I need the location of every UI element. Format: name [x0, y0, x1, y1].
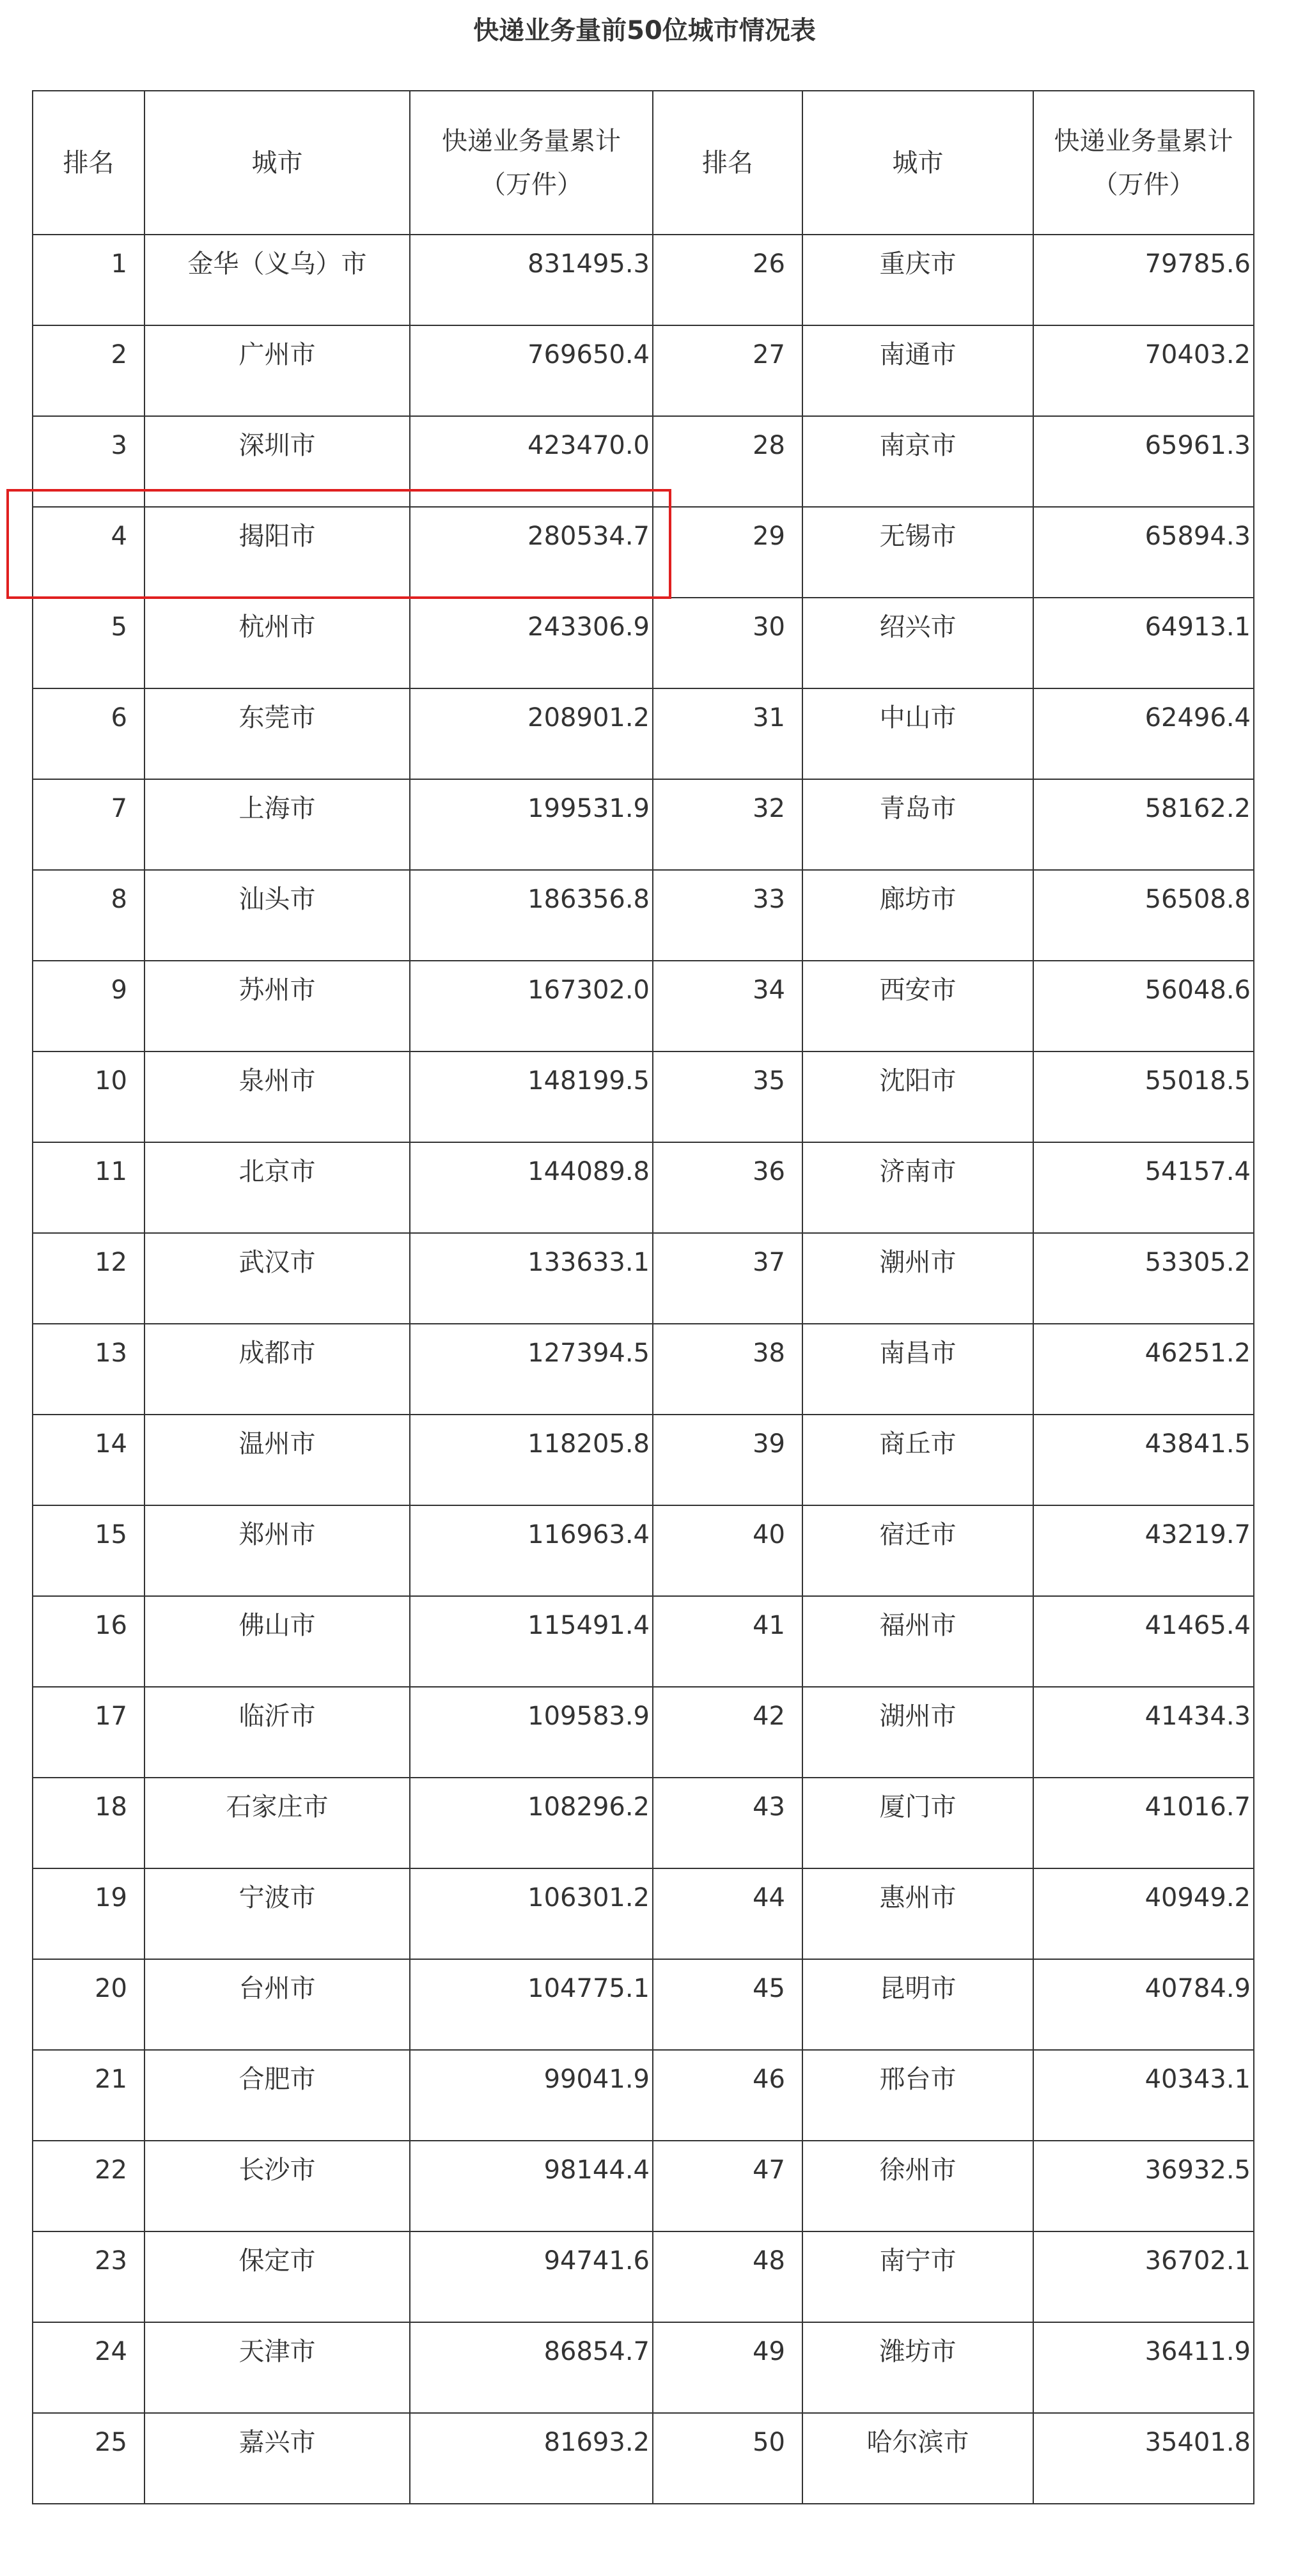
left-volume-cell: 133633.1: [410, 1233, 653, 1324]
table-row: [33, 1233, 1254, 1324]
table-row: [33, 1051, 1254, 1142]
table-row: [33, 1505, 1254, 1596]
left-rank-cell: 16: [33, 1596, 145, 1687]
right-volume-cell: 53305.2: [1033, 1233, 1254, 1324]
right-city-cell: 绍兴市: [802, 598, 1033, 688]
right-volume-cell: 56508.8: [1033, 870, 1254, 961]
right-volume-cell: 43219.7: [1033, 1505, 1254, 1596]
left-city-cell: 宁波市: [145, 1868, 410, 1959]
left-city-cell: 杭州市: [145, 598, 410, 688]
left-volume-cell: 118205.8: [410, 1415, 653, 1505]
right-city-cell: 南昌市: [802, 1324, 1033, 1415]
right-city-cell: 沈阳市: [802, 1051, 1033, 1142]
left-city-cell: 揭阳市: [145, 507, 410, 598]
right-volume-cell: 41016.7: [1033, 1778, 1254, 1868]
left-rank-cell: 14: [33, 1415, 145, 1505]
left-rank-cell: 4: [33, 507, 145, 598]
right-rank-cell: 45: [653, 1959, 802, 2050]
right-city-cell: 邢台市: [802, 2050, 1033, 2141]
left-city-cell: 武汉市: [145, 1233, 410, 1324]
left-city-cell: 台州市: [145, 1959, 410, 2050]
right-city-cell: 西安市: [802, 961, 1033, 1051]
left-volume-cell: 167302.0: [410, 961, 653, 1051]
right-city-cell: 重庆市: [802, 235, 1033, 325]
right-volume-cell: 79785.6: [1033, 235, 1254, 325]
right-city-cell: 福州市: [802, 1596, 1033, 1687]
left-volume-cell: 127394.5: [410, 1324, 653, 1415]
right-volume-cell: 65961.3: [1033, 416, 1254, 507]
left-volume-cell: 769650.4: [410, 325, 653, 416]
left-city-cell: 金华（义乌）市: [145, 235, 410, 325]
right-rank-cell: 44: [653, 1868, 802, 1959]
left-rank-cell: 10: [33, 1051, 145, 1142]
right-rank-cell: 37: [653, 1233, 802, 1324]
left-rank-cell: 12: [33, 1233, 145, 1324]
left-rank-cell: 24: [33, 2322, 145, 2413]
table-row: [33, 1596, 1254, 1687]
header-volume-line1: 快递业务量累计: [442, 126, 621, 156]
right-volume-cell: 58162.2: [1033, 779, 1254, 870]
left-volume-cell: 81693.2: [410, 2413, 653, 2504]
left-city-cell: 天津市: [145, 2322, 410, 2413]
table-row: [33, 2413, 1254, 2504]
left-volume-cell: 186356.8: [410, 870, 653, 961]
left-rank-cell: 23: [33, 2231, 145, 2322]
table-row: [33, 779, 1254, 870]
header-volume-right: [1033, 91, 1254, 235]
header-volume: [410, 91, 653, 235]
left-volume-cell: 116963.4: [410, 1505, 653, 1596]
left-volume-cell: 108296.2: [410, 1778, 653, 1868]
left-city-cell: 长沙市: [145, 2141, 410, 2231]
right-volume-cell: 54157.4: [1033, 1142, 1254, 1233]
table-row: [33, 1324, 1254, 1415]
left-volume-cell: 280534.7: [410, 507, 653, 598]
left-volume-cell: 148199.5: [410, 1051, 653, 1142]
table-row: [33, 1687, 1254, 1778]
right-rank-cell: 47: [653, 2141, 802, 2231]
table-body: [33, 91, 1254, 2504]
table-row: [33, 2141, 1254, 2231]
left-volume-cell: 831495.3: [410, 235, 653, 325]
header-city: 城市: [145, 91, 410, 235]
left-city-cell: 临沂市: [145, 1687, 410, 1778]
table-row: [33, 1778, 1254, 1868]
right-volume-cell: 36702.1: [1033, 2231, 1254, 2322]
right-rank-cell: 26: [653, 235, 802, 325]
left-volume-cell: 98144.4: [410, 2141, 653, 2231]
left-rank-cell: 22: [33, 2141, 145, 2231]
left-volume-cell: 199531.9: [410, 779, 653, 870]
left-rank-cell: 20: [33, 1959, 145, 2050]
right-rank-cell: 41: [653, 1596, 802, 1687]
right-volume-cell: 64913.1: [1033, 598, 1254, 688]
right-city-cell: 济南市: [802, 1142, 1033, 1233]
right-rank-cell: 49: [653, 2322, 802, 2413]
right-rank-cell: 40: [653, 1505, 802, 1596]
right-volume-cell: 55018.5: [1033, 1051, 1254, 1142]
right-city-cell: 宿迁市: [802, 1505, 1033, 1596]
right-volume-cell: 46251.2: [1033, 1324, 1254, 1415]
right-volume-cell: 36932.5: [1033, 2141, 1254, 2231]
left-city-cell: 广州市: [145, 325, 410, 416]
right-city-cell: 哈尔滨市: [802, 2413, 1033, 2504]
left-city-cell: 东莞市: [145, 688, 410, 779]
left-city-cell: 郑州市: [145, 1505, 410, 1596]
highlight-box: [6, 489, 671, 599]
right-volume-cell: 35401.8: [1033, 2413, 1254, 2504]
header-volume-right-line2: （万件）: [1092, 169, 1195, 199]
right-rank-cell: 33: [653, 870, 802, 961]
table-row: [33, 961, 1254, 1051]
table-row: [33, 870, 1254, 961]
right-city-cell: 南宁市: [802, 2231, 1033, 2322]
left-city-cell: 深圳市: [145, 416, 410, 507]
right-city-cell: 商丘市: [802, 1415, 1033, 1505]
left-city-cell: 保定市: [145, 2231, 410, 2322]
table-header-row: [33, 91, 1254, 235]
right-volume-cell: 41465.4: [1033, 1596, 1254, 1687]
right-rank-cell: 32: [653, 779, 802, 870]
right-rank-cell: 46: [653, 2050, 802, 2141]
right-volume-cell: 40784.9: [1033, 1959, 1254, 2050]
right-city-cell: 徐州市: [802, 2141, 1033, 2231]
right-volume-cell: 36411.9: [1033, 2322, 1254, 2413]
left-city-cell: 石家庄市: [145, 1778, 410, 1868]
table-row: [33, 1868, 1254, 1959]
left-volume-cell: 86854.7: [410, 2322, 653, 2413]
left-volume-cell: 106301.2: [410, 1868, 653, 1959]
left-city-cell: 苏州市: [145, 961, 410, 1051]
right-volume-cell: 65894.3: [1033, 507, 1254, 598]
left-volume-cell: 144089.8: [410, 1142, 653, 1233]
right-rank-cell: 38: [653, 1324, 802, 1415]
header-city-right: 城市: [802, 91, 1033, 235]
right-rank-cell: 35: [653, 1051, 802, 1142]
left-rank-cell: 7: [33, 779, 145, 870]
header-volume-line2: （万件）: [480, 169, 582, 199]
table-row: [33, 2231, 1254, 2322]
table-row: [33, 1959, 1254, 2050]
right-rank-cell: 42: [653, 1687, 802, 1778]
right-city-cell: 潍坊市: [802, 2322, 1033, 2413]
table-row: [33, 235, 1254, 325]
right-city-cell: 无锡市: [802, 507, 1033, 598]
right-rank-cell: 36: [653, 1142, 802, 1233]
left-volume-cell: 104775.1: [410, 1959, 653, 2050]
page-title: 快递业务量前50位城市情况表: [473, 16, 816, 45]
right-city-cell: 南通市: [802, 325, 1033, 416]
right-city-cell: 廊坊市: [802, 870, 1033, 961]
left-volume-cell: 208901.2: [410, 688, 653, 779]
right-volume-cell: 41434.3: [1033, 1687, 1254, 1778]
left-volume-cell: 99041.9: [410, 2050, 653, 2141]
right-city-cell: 湖州市: [802, 1687, 1033, 1778]
right-rank-cell: 28: [653, 416, 802, 507]
right-rank-cell: 29: [653, 507, 802, 598]
left-city-cell: 上海市: [145, 779, 410, 870]
left-rank-cell: 13: [33, 1324, 145, 1415]
right-volume-cell: 70403.2: [1033, 325, 1254, 416]
left-city-cell: 泉州市: [145, 1051, 410, 1142]
table-row: [33, 2322, 1254, 2413]
left-city-cell: 温州市: [145, 1415, 410, 1505]
right-rank-cell: 27: [653, 325, 802, 416]
header-volume-right-line1: 快递业务量累计: [1054, 126, 1233, 156]
right-volume-cell: 43841.5: [1033, 1415, 1254, 1505]
right-volume-cell: 56048.6: [1033, 961, 1254, 1051]
right-rank-cell: 30: [653, 598, 802, 688]
right-city-cell: 中山市: [802, 688, 1033, 779]
right-city-cell: 厦门市: [802, 1778, 1033, 1868]
right-rank-cell: 48: [653, 2231, 802, 2322]
left-rank-cell: 6: [33, 688, 145, 779]
right-city-cell: 昆明市: [802, 1959, 1033, 2050]
left-city-cell: 北京市: [145, 1142, 410, 1233]
left-volume-cell: 94741.6: [410, 2231, 653, 2322]
left-rank-cell: 15: [33, 1505, 145, 1596]
table-row: [33, 688, 1254, 779]
left-rank-cell: 11: [33, 1142, 145, 1233]
left-rank-cell: 8: [33, 870, 145, 961]
right-rank-cell: 31: [653, 688, 802, 779]
right-volume-cell: 40343.1: [1033, 2050, 1254, 2141]
left-rank-cell: 2: [33, 325, 145, 416]
right-city-cell: 青岛市: [802, 779, 1033, 870]
right-volume-cell: 62496.4: [1033, 688, 1254, 779]
right-volume-cell: 40949.2: [1033, 1868, 1254, 1959]
left-rank-cell: 5: [33, 598, 145, 688]
header-rank-right: 排名: [653, 91, 802, 235]
left-city-cell: 成都市: [145, 1324, 410, 1415]
right-rank-cell: 50: [653, 2413, 802, 2504]
left-rank-cell: 1: [33, 235, 145, 325]
right-city-cell: 南京市: [802, 416, 1033, 507]
left-volume-cell: 109583.9: [410, 1687, 653, 1778]
right-city-cell: 潮州市: [802, 1233, 1033, 1324]
left-rank-cell: 25: [33, 2413, 145, 2504]
right-city-cell: 惠州市: [802, 1868, 1033, 1959]
left-rank-cell: 17: [33, 1687, 145, 1778]
table-row: [33, 1142, 1254, 1233]
express-volume-table: [32, 90, 1254, 2504]
right-rank-cell: 39: [653, 1415, 802, 1505]
left-volume-cell: 423470.0: [410, 416, 653, 507]
left-rank-cell: 19: [33, 1868, 145, 1959]
right-rank-cell: 34: [653, 961, 802, 1051]
header-rank: 排名: [33, 91, 145, 235]
left-volume-cell: 243306.9: [410, 598, 653, 688]
left-rank-cell: 9: [33, 961, 145, 1051]
left-rank-cell: 21: [33, 2050, 145, 2141]
table-row: [33, 598, 1254, 688]
table-row: [33, 2050, 1254, 2141]
left-city-cell: 嘉兴市: [145, 2413, 410, 2504]
left-rank-cell: 3: [33, 416, 145, 507]
left-city-cell: 佛山市: [145, 1596, 410, 1687]
left-rank-cell: 18: [33, 1778, 145, 1868]
right-rank-cell: 43: [653, 1778, 802, 1868]
left-volume-cell: 115491.4: [410, 1596, 653, 1687]
left-city-cell: 汕头市: [145, 870, 410, 961]
left-city-cell: 合肥市: [145, 2050, 410, 2141]
table-row: [33, 1415, 1254, 1505]
table-row: [33, 325, 1254, 416]
